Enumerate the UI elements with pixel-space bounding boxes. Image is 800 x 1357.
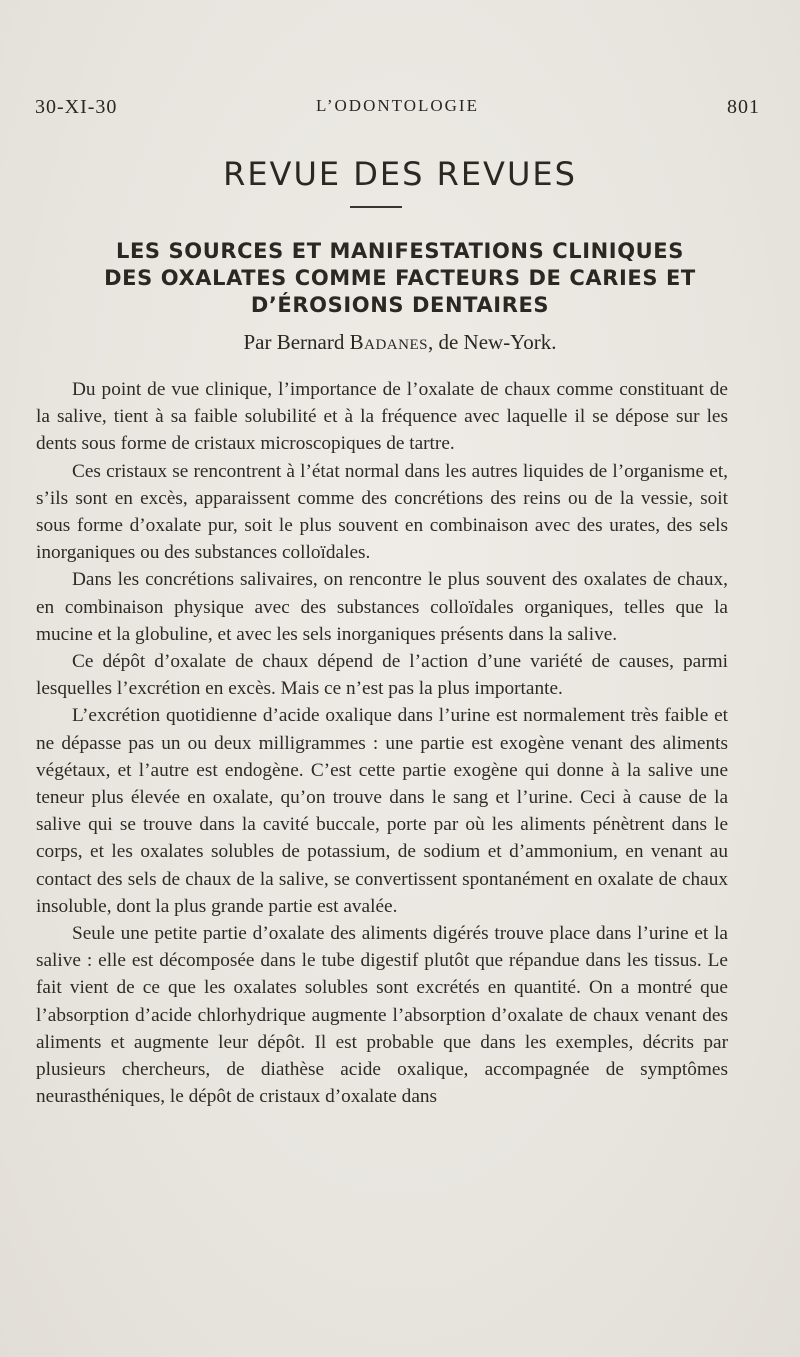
author-name: Badanes <box>349 330 428 354</box>
title-divider <box>350 206 402 208</box>
paragraph: Du point de vue clinique, l’importance de l’oxalate de chaux comme constituant de la salive, tient à sa faible solubilité et à la fréquence avec laquelle il se dépose sur les dents sous forme de cristaux microscopiques de tartre. <box>36 379 728 455</box>
journal-name: L’ODONTOLOGIE <box>316 96 479 115</box>
byline-location: , de New-York. <box>427 330 557 354</box>
article-title-line: LES SOURCES ET MANIFESTATIONS CLINIQUES <box>116 239 684 263</box>
paragraph: Ces cristaux se rencontrent à l’état normal dans les autres liquides de l’organisme et, s’ils sont en excès, apparaissent comme des concrétions des reins ou de la vessie, soit sous forme d’oxalate pur, soit le plus souvent en combinaison avec des urates, des sels inorganiques ou des substances colloïdales. <box>36 460 728 564</box>
paragraph: Ce dépôt d’oxalate de chaux dépend de l’action d’une variété de causes, parmi lesquelles l’excrétion en excès. Mais ce n’est pas la plus importante. <box>36 651 728 700</box>
byline-prefix: Par Bernard <box>243 330 350 354</box>
section-title: REVUE DES REVUES <box>223 155 577 193</box>
paragraph: Dans les concrétions salivaires, on rencontre le plus souvent des oxalates de chaux, en combinaison physique avec des substances colloïdales organiques, telles que la mucine et la globuline, et avec les sels inorganiques présents dans la salive. <box>36 569 728 645</box>
paragraph: L’excrétion quotidienne d’acide oxalique dans l’urine est normalement très faible et ne dépasse pas un ou deux milligrammes : une partie est exogène venant des aliments végétaux, et l’autre est endogène. C’est cette partie exogène qui donne à la salive une teneur plus élevée en oxalate, qu’on trouve dans le sang et l’urine. Ceci à cause de la salive qui se trouve dans la cavité buccale, porte par où les aliments pénètrent dans le corps, et les oxalates solubles de potassium, de sodium et d’ammonium, en venant au contact des sels de chaux de la salive, se convertissent spontanément en oxalate de chaux insoluble, dont la plus grande partie est avalée. <box>36 705 728 917</box>
article-title-line: D’ÉROSIONS DENTAIRES <box>250 293 550 317</box>
issue-date: 30-XI-30 <box>35 96 118 118</box>
paragraph: Seule une petite partie d’oxalate des aliments digérés trouve place dans l’urine et la salive : elle est décomposée dans le tube digestif plutôt que répandue dans les tissus. Le fait vient de ce que les oxalates solubles sont excrétés en quantité. On a montré que l’absorption d’acide chlorhydrique augmente l’absorption d’oxalate de chaux venant des aliments et augmente leur dépôt. Il est probable que dans les exemples, décrits par plusieurs chercheurs, de diathèse acide oxalique, accompagnée de symptômes neurasthéniques, le dépôt de cristaux d’oxalate dans <box>36 923 728 1108</box>
article-body <box>36 376 728 1110</box>
running-header <box>35 96 760 126</box>
byline <box>0 330 800 355</box>
page-number: 801 <box>727 96 760 118</box>
article-title <box>40 238 760 319</box>
article-title-line: DES OXALATES COMME FACTEURS DE CARIES ET <box>104 266 696 290</box>
